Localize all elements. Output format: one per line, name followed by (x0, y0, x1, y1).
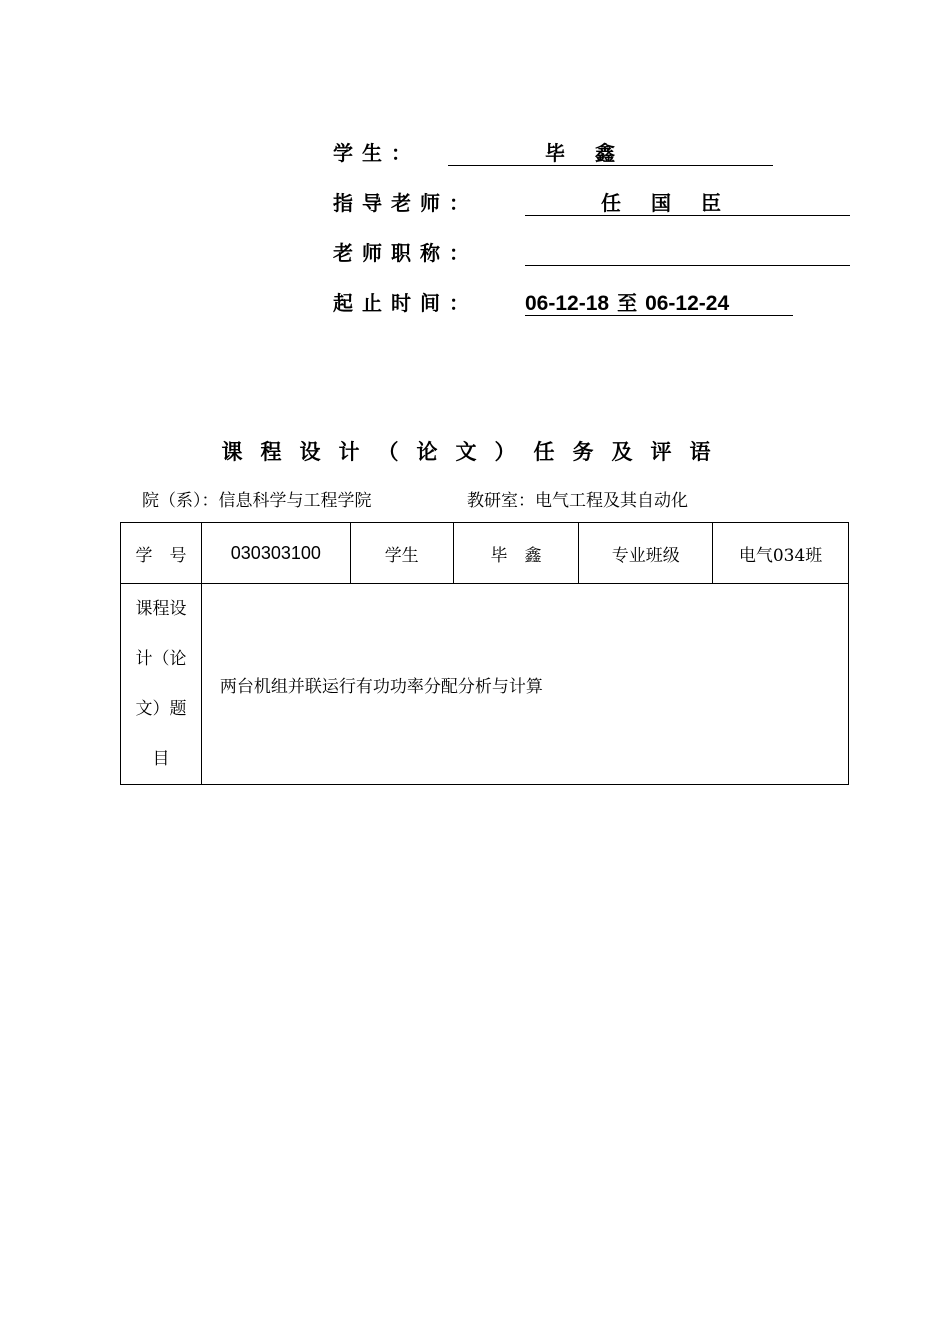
college-text: 院（系）：信息科学与工程学院 (142, 491, 372, 511)
id-value-cell: 030303100 (201, 523, 350, 584)
task-table (120, 522, 849, 785)
id-label-cell: 学 号 (121, 523, 202, 584)
topic-label-cell (121, 584, 202, 785)
title-underline (525, 237, 850, 266)
period-end: 06-12-24 (645, 292, 730, 315)
period-start: 06-12-18 (525, 292, 610, 315)
period-label: 起止时间： (333, 291, 478, 315)
table-row (121, 523, 849, 584)
student-value: 毕鑫 (545, 141, 645, 165)
office-text: 教研室：电气工程及其自动化 (467, 491, 688, 511)
student-label: 学生： (333, 141, 420, 165)
period-value (525, 287, 729, 316)
page-title: 课程设计（论文）任务及评语 (221, 440, 729, 464)
advisor-value: 任国臣 (601, 191, 751, 215)
class-value-cell: 电气034班 (713, 523, 849, 584)
table-row (121, 584, 849, 785)
topic-label-line: 计（论 (135, 649, 187, 669)
topic-label-line: 目 (152, 749, 170, 769)
topic-label-line: 课程设 (135, 599, 187, 619)
class-label-cell: 专业班级 (579, 523, 713, 584)
topic-value-cell: 两台机组并联运行有功功率分配分析与计算 (201, 584, 848, 785)
advisor-label: 指导老师： (333, 191, 478, 215)
student-value-cell: 毕 鑫 (453, 523, 579, 584)
period-separator: 至 (617, 291, 638, 315)
topic-label-line: 文）题 (135, 699, 187, 719)
title-label: 老师职称： (333, 241, 478, 265)
student-label-cell: 学生 (350, 523, 453, 584)
